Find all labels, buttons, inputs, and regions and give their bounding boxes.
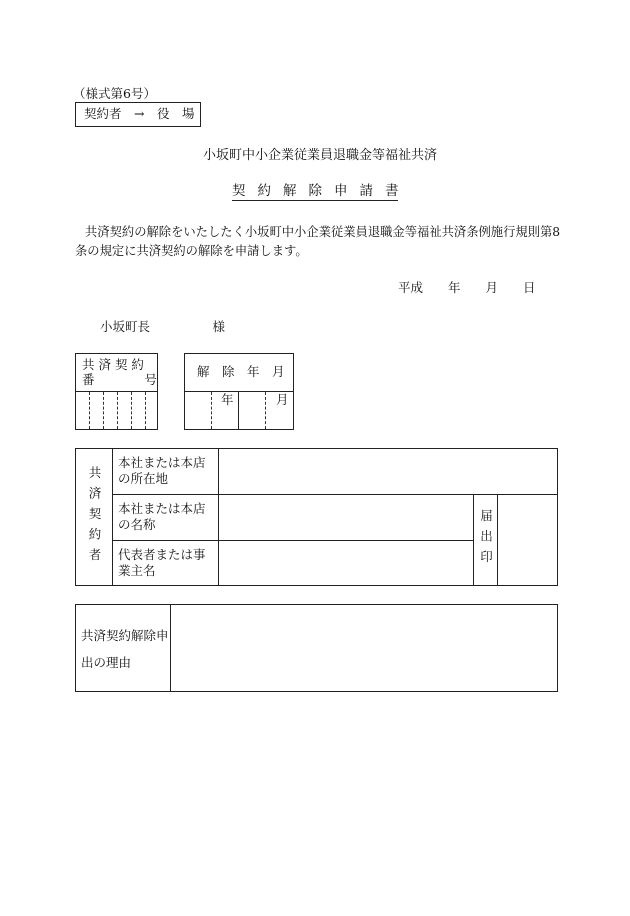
contract-number-header-1: 共 済 契 約 [82, 357, 144, 372]
digit-divider [117, 392, 118, 429]
field-representative[interactable] [219, 541, 473, 586]
form-number: （様式第6号） [73, 86, 156, 101]
cancel-month-unit: 月 [276, 392, 289, 407]
digit-divider [103, 392, 104, 429]
field-address[interactable] [219, 449, 557, 494]
org-title: 小坂町中小企業従業員退職金等福祉共済 [203, 148, 438, 163]
date-line: 平成 年 月 日 [398, 280, 536, 295]
month-digit-divider [265, 392, 266, 429]
reason-label-line1: 共済契約解除申 [81, 628, 169, 643]
seal-label-cell [474, 495, 497, 585]
digit-divider [89, 392, 90, 429]
cancel-date-header: 解 除 年 月 [197, 364, 285, 379]
digit-divider [131, 392, 132, 429]
routing-text: 契約者 → 役 場 [84, 106, 195, 121]
label-company-name: 本社または本店の名称 [118, 501, 206, 532]
routing-box [75, 102, 201, 127]
seal-label: 届出印 [478, 509, 494, 571]
document-title: 契約解除申請書 [232, 183, 411, 199]
field-reason[interactable] [171, 605, 557, 691]
label-address: 本社または本店の所在地 [118, 455, 206, 486]
contract-number-header-2: 番 号 [82, 372, 158, 387]
contractor-header: 共済契約者 [87, 465, 102, 569]
year-month-separator [238, 392, 239, 429]
seal-area[interactable] [498, 495, 557, 585]
digit-divider [145, 392, 146, 429]
label-representative: 代表者または事業主名 [118, 547, 206, 578]
contractor-header-cell [76, 449, 112, 585]
reason-label-line2: 出の理由 [81, 655, 132, 670]
addressee: 小坂町長 様 [100, 319, 226, 334]
cancel-year-unit: 年 [221, 392, 234, 407]
field-company-name[interactable] [219, 495, 473, 540]
body-text-line1: 共済契約の解除をいたしたく小坂町中小企業従業員退職金等福祉共済条例施行規則第8 [85, 225, 561, 239]
year-digit-divider [211, 392, 212, 429]
body-text-line2: 条の規定に共済契約の解除を申請します。 [75, 244, 308, 258]
